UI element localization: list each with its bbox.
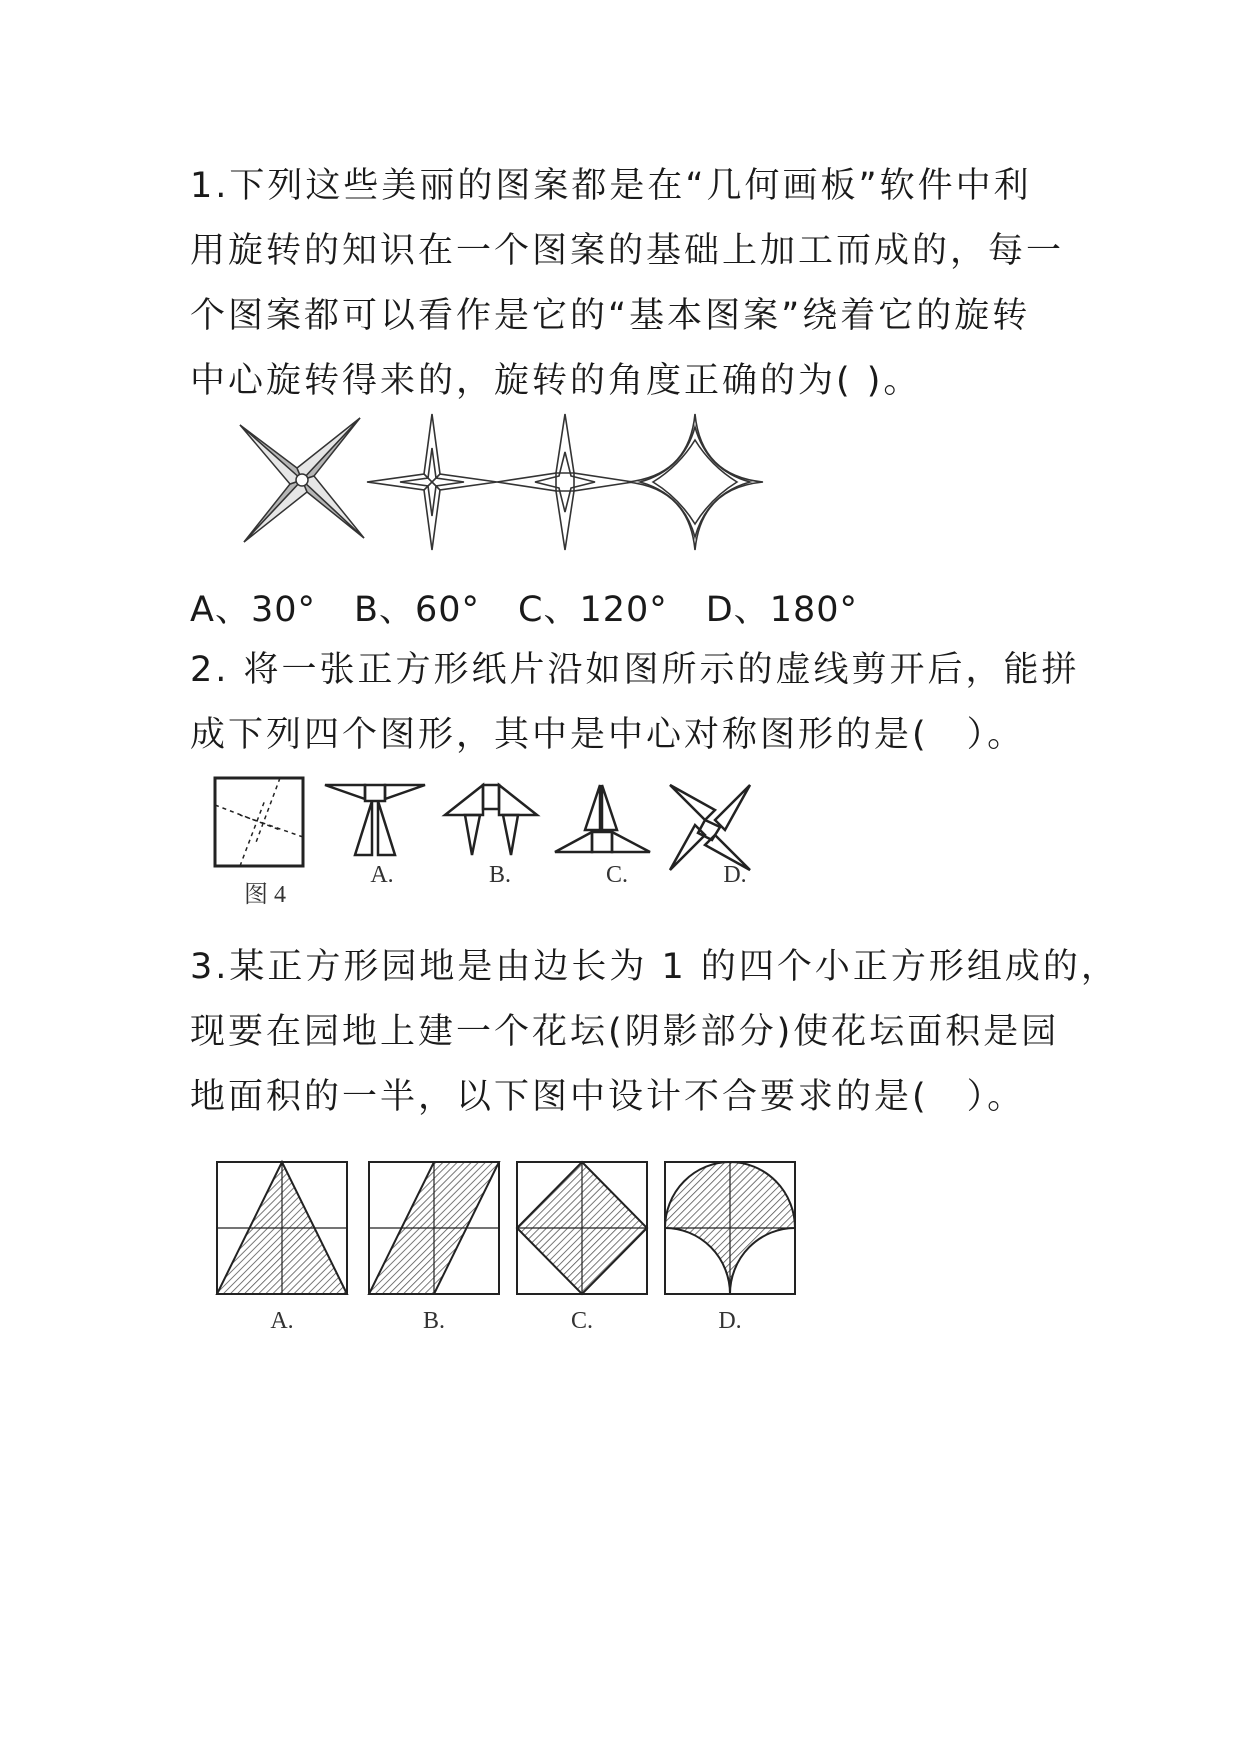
q1-options — [190, 590, 896, 630]
q1-line-3: 个图案都可以看作是它的“基本图案”绕着它的旋转 — [190, 296, 1031, 336]
q2-label-b: B. — [488, 862, 511, 888]
q1-line-4: 中心旋转得来的，旋转的角度正确的为( )。 — [190, 361, 922, 401]
four-point-star-2 — [367, 414, 497, 550]
q3-line-3: 地面积的一半，以下图中设计不合要求的是( ）。 — [190, 1077, 1026, 1117]
q1-option-c: C、120° — [518, 590, 668, 630]
q1-star-patterns-figure — [240, 410, 780, 550]
cut-square — [215, 778, 303, 866]
figure-4-label: 图 4 — [244, 882, 286, 908]
shape-a — [325, 785, 425, 855]
pinwheel-star-1 — [240, 418, 364, 542]
q1-line-1: 1.下列这些美丽的图案都是在“几何画板”软件中利 — [190, 166, 1032, 206]
shape-d — [670, 785, 750, 870]
q3-label-d: D. — [718, 1308, 742, 1334]
q3-garden-designs-figure — [215, 1160, 815, 1300]
q1-option-a: A、30° — [190, 590, 316, 630]
design-c — [517, 1162, 647, 1294]
design-a — [217, 1162, 347, 1294]
q3-label-b: B. — [422, 1308, 445, 1334]
q1-option-d: D、180° — [705, 590, 859, 630]
q2-label-d: D. — [723, 862, 747, 888]
design-b — [369, 1162, 499, 1294]
q2-label-a: A. — [370, 862, 394, 888]
four-point-star-4 — [627, 414, 763, 550]
q3-label-c: C. — [570, 1308, 593, 1334]
q3-line-1: 3.某正方形园地是由边长为 1 的四个小正方形组成的， — [190, 947, 1119, 987]
design-d — [665, 1162, 795, 1294]
q1-line-2: 用旋转的知识在一个图案的基础上加工而成的，每一 — [190, 231, 1065, 271]
shape-b — [445, 785, 537, 855]
q2-line-1: 2. 将一张正方形纸片沿如图所示的虚线剪开后，能拼 — [190, 650, 1080, 690]
q3-label-a: A. — [270, 1308, 294, 1334]
shape-c — [555, 785, 650, 852]
q3-line-2: 现要在园地上建一个花坛(阴影部分)使花坛面积是园 — [190, 1012, 1060, 1052]
q2-line-2: 成下列四个图形，其中是中心对称图形的是( ）。 — [190, 715, 1026, 755]
q1-option-b: B、60° — [353, 590, 481, 630]
q2-label-c: C. — [605, 862, 628, 888]
four-point-star-3 — [497, 414, 633, 550]
